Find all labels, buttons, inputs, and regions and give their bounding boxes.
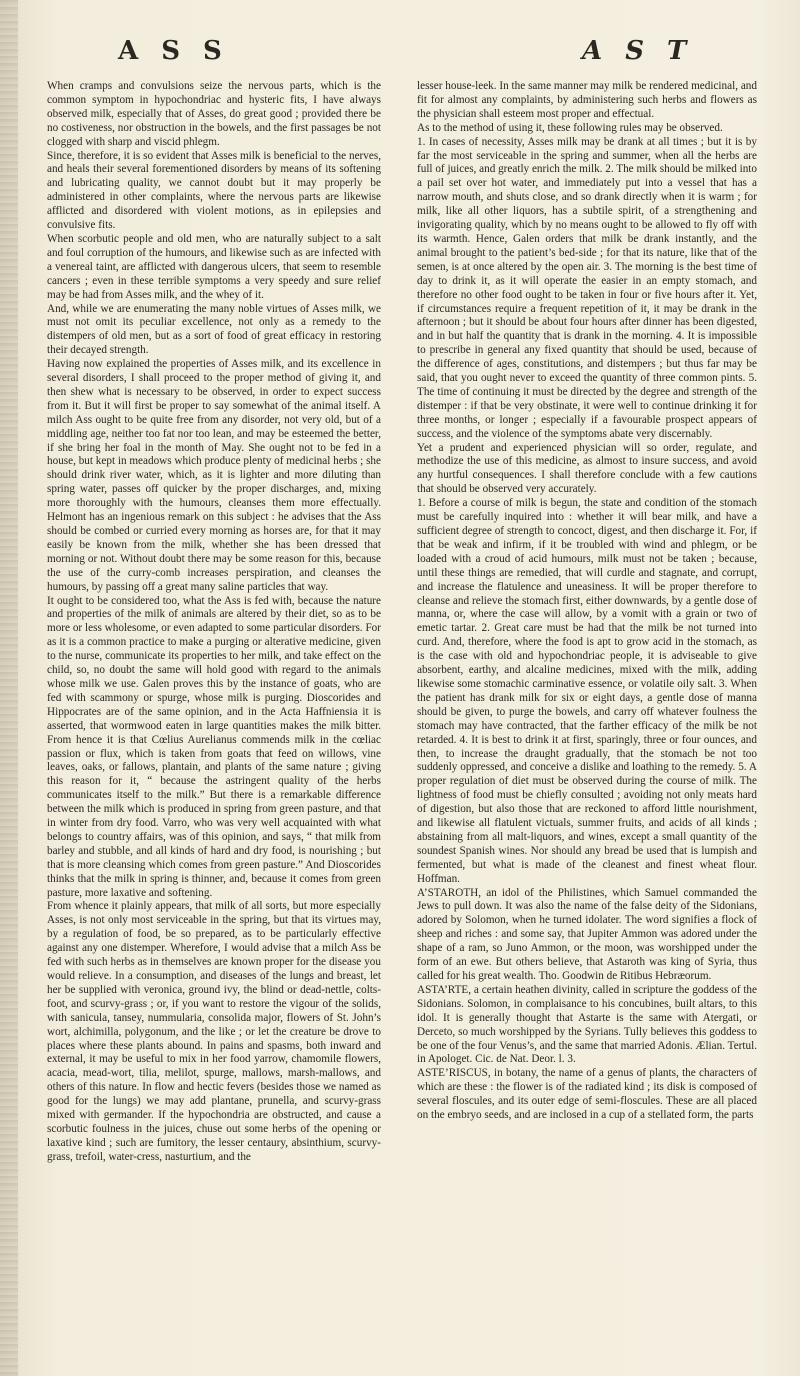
- paragraph: Since, therefore, it is so evident that Asses milk is beneficial to the nerves, and heals their several forementioned disorders by means of its softening and lubricating quality, we cannot doubt but it may properly be administered in other complaints, where the nervous parts are likewise afflicted and disordered with violent motions, as in epilepsies and convulsive fits.: [47, 149, 381, 232]
- paragraph: As to the method of using it, these following rules may be observed.: [417, 121, 723, 134]
- paragraph: 1. In cases of necessity, Asses milk may be drank at all times ; but it is by far the most serviceable in the spring and summer, when all the herbs are full of juices, and greatly enrich the milk. 2. The milk should be milked into a pail set over hot water, and immediately put into a vessel that has a narrow mouth, and shuts close, and so drank directly when it is warm ; for milk, like all other liquors, has a subtile spirit, of a strengthening and invigorating quality, which by no means ought to be allowed to fly off with its warmth. Hence, Galen orders that milk be drank instantly, and the animal brought to the patient’s bed-side ; for that its nature, like that of the semen, is at once altered by the open air. 3. The morning is the best time of day to drink it, as it will operate the easier in an empty stomach, and therefore no other food ought to be taken in four or five hours after it. Yet, if circumstances require a frequent repetition of it, it may be drank in the afternoon ; but it should be about four hours after dinner has been digested, and in but half the quantity that is drank in the morning. 4. It is impossible to prescribe in general any fixed quantity that should be used, because of the difference of ages, constitutions, and distempers ; but thus far may be said, that you ought never to exceed the quantity of three common pints. 5. The time of continuing it must be directed by the degree and strength of the distemper : if that be very obstinate, it were well to continue drinking it for three months, or longer ; especially if a favourable prospect appears of success, and the violence of the symptoms abate very discernably.: [417, 135, 757, 440]
- running-header: [0, 36, 800, 76]
- book-gutter: [0, 0, 18, 1376]
- left-column: [47, 80, 381, 1350]
- paragraph: lesser house-leek. In the same manner may milk be rendered medicinal, and fit for almost any complaints, by administering such herbs and flowers as the physician shall esteem most proper and effectual.: [417, 80, 757, 120]
- paragraph: When scorbutic people and old men, who are naturally subject to a salt and foul corruption of the humours, and likewise such as are infected with a venereal taint, are afflicted with dangerous ulcers, that seem to resemble cancers ; even in these terrible symptoms a very speedy and sure relief may be had from Asses milk, and the whey of it.: [47, 232, 381, 301]
- entry-astaroth: A’STAROTH, an idol of the Philistines, which Samuel commanded the Jews to pull down. It was also the name of the false deity of the Sidonians, adored by Solomon, when he turned idolater. The word signifies a flock of sheep and riches : and some say, that Jupiter Ammon was adored under the shape of a ram, so Juno Ammon, or the moon, was worshipped under the form of an ewe. But others believe, that Astaroth was king of Syria, thus called for his great wealth. Tho. Goodwin de Ritibus Hebræorum.: [417, 886, 757, 982]
- paragraph: It ought to be considered too, what the Ass is fed with, because the nature and properties of the milk of animals are altered by their diet, so as to be more or less wholesome, or even adapted to some particular disorders. For as it is a common practice to make a purging or alterative medicine, given to the nurse, communicate its properties to her milk, and take effect on the child, so, no doubt the same will hold good with regard to the animals whose milk we use. Galen proves this by the instance of goats, who are fed with scammony or spurge, whose milk is purging. Dioscorides and Hippocrates are of the same opinion, and in the Acta Haffniensia it is asserted, that wormwood eaten in large quantities makes the milk bitter. From hence it is that Cœlius Aurelianus commends milk in the cœliac passion or flux, which is taken from goats that feed on willows, vine leaves, oaks, or fallows, plantain, and plants of the same nature ; giving this reason for it, “ because the astringent quality of the herbs communicates itself to the milk.” But there is a remarkable difference between the milk which is produced in spring from green pasture, and that in winter from dry food. Varro, who was very well acquainted with what belongs to country affairs, was of this opinion, and says, “ that milk from barley and stubble, and all kinds of hard and dry food, is nourishing ; but that is more cleansing which comes from green pasture.” And Dioscorides thinks that the milk in spring is thinner, and, because it comes from green pasture, more laxative and softening.: [47, 594, 381, 899]
- paragraph: Yet a prudent and experienced physician will so order, regulate, and methodize the use of this medicine, as almost to insure success, and avoid any hurtful consequences. I shall therefore conclude with a few cautions that should be observed very accurately.: [417, 441, 757, 496]
- entry-astarte: ASTA’RTE, a certain heathen divinity, called in scripture the goddess of the Sidonians. Solomon, in complaisance to his concubines, built altars, to this idol. It is generally thought that Astarte is the same with Atergati, or Derceto, so much worshipped by the Syrians. Tully believes this goddess to be one of the four Venus’s, and the same that married Adonis. Ælian. Tertul. in Apologet. Cic. de Nat. Deor. l. 3.: [417, 983, 757, 1066]
- paragraph: From whence it plainly appears, that milk of all sorts, but more especially Asses, is not only most serviceable in the spring, but that its virtues may, by a regulation of food, be so prepared, as to be particularly effective against any one distemper. Wherefore, I would advise that a milch Ass be fed with such herbs as in themselves are known proper for the disease you would relieve. In a consumption, and diseases of the lungs and breast, let her be supplied with veronica, ground ivy, the blind or dead-nettle, colts-foot, and scurvy-grass ; or, if you want to restore the vigour of the solids, with sanicula, tansey, nummularia, consolida major, flowers of St. John’s wort, alchimilla, polygonum, and the like ; or let the creature be drove to places where these plants abound. In pains and spasms, both inward and external, it may be useful to mix in her food yarrow, chamomile flowers, acacia, mead-wort, tilia, melilot, spurge, mallows, marsh-mallows, and others of this nature. In flow and hectic fevers (besides those we named as good for the lungs) we may add plantane, prunella, and scurvy-grass mixed with germander. If the hypochondria are obstructed, and cause a scorbutic foulness in the juices, chuse out some herbs of the opening or laxative kind ; such are fumitory, the lesser centaury, absinthium, scurvy-grass, trefoil, water-cress, nasturtium, and the: [47, 900, 381, 1163]
- right-column: [417, 80, 757, 1350]
- header-left-guide-word: A S S: [118, 36, 229, 66]
- paragraph: 1. Before a course of milk is begun, the state and condition of the stomach must be carefully inquired into : whether it will bear milk, and have a sufficient degree of strength to concoct, digest, and then discharge it. For, if that be weak and infirm, if it be troubled with wind and phlegm, or be loaded with a croud of acid humours, milk must not be taken ; because, until these things are remedied, that will curdle and stagnate, and corrupt, and increase the flatulence and uneasiness. It will be proper therefore to cleanse and relieve the stomach first, either downwards, by a gentle dose of manna, or, where the case will allow, by a vomit with a grain or two of emetic tartar. 2. Great care must be had that the milk be not turned into curd. And, therefore, where the food is apt to grow acid in the stomach, as is the case with old and hypochondriac people, it is adviseable to give absorbent, earthy, and alcaline medicines, mixed with the milk, adding likewise some stomachic carminative essence, or volatile oily salt. 3. When the patient has drank milk for six or eight days, a gentle dose of manna should be given, to purge the bowels, and carry off whatever foulness the stomach may have contracted, that the farther efficacy of the milk be not retarded. 4. It is best to drink it at first, sparingly, three or four ounces, and then, to increase the draught gradually, that the stomach be not too suddenly oppressed, and conceive a dislike and loathing to the remedy. 5. A proper regulation of diet must be observed during the course of milk. The lightness of food must be chiefly consulted ; avoiding not only meats hard of digestion, but also those that are reckoned to afford little nourishment, and likewise all flatulent victuals, summer fruits, and acids of all kinds ; abstaining from all malt-liquors, and wines, except a small quantity of the soundest Spanish wines. Nor should any bread be used that is lumpish and fermented, but what is made of the cleanest and finest wheat flour. Hoffman.: [417, 497, 757, 885]
- column-divider: [397, 80, 398, 1340]
- paragraph: When cramps and convulsions seize the nervous parts, which is the common symptom in hypochondriac and hysteric fits, I have always observed milk, especially that of Asses, do great good ; provided there be no costiveness, nor obstruction in the bowels, and the first passages be not clogged with sharp and viscid phlegm.: [47, 80, 381, 148]
- paragraph: And, while we are enumerating the many noble virtues of Asses milk, we must not omit its peculiar excellence, not only as a remedy to the distempers of old men, but as a sort of food of great efficacy in restoring their decayed strength.: [47, 302, 381, 357]
- entry-asteriscus: ASTE’RISCUS, in botany, the name of a genus of plants, the characters of which are these : the flower is of the radiated kind ; its disk is composed of several floscules, and its outer edge of semi-floscules. These are all placed on the embryo seeds, and are inclosed in a cup of a stellated form, the parts: [417, 1067, 757, 1122]
- paragraph: Having now explained the properties of Asses milk, and its excellence in several disorders, I shall proceed to the proper method of giving it, and then shew what is necessary to be observed, in order to expect success from it. But it will first be proper to say somewhat of the animal itself. A milch Ass ought to be quite free from any disorder, not very old, but of a middling age, neither too fat nor too lean, and may be esteemed the better, if she bring her foal in the month of May. She ought not to be fed in a house, but kept in meadows which produce plenty of medicinal herbs ; she should drink river water, which, as it is lighter and more diluting than spring water, passes off quicker by the proper discharges, and, mixing more thoroughly with the humours, cleanses them more effectually. Helmont has an ingenious remark on this subject : he advises that the Ass should be combed or curried every morning as horses are, for that it may easily be known from the milk, whether she has been dressed that morning or not. Without doubt there may be some reason for this, because the use of the curry-comb increases perspiration, and cleanses the humours, by passing off a great many saline particles that way.: [47, 358, 381, 593]
- header-right-guide-word: A S T: [582, 36, 694, 66]
